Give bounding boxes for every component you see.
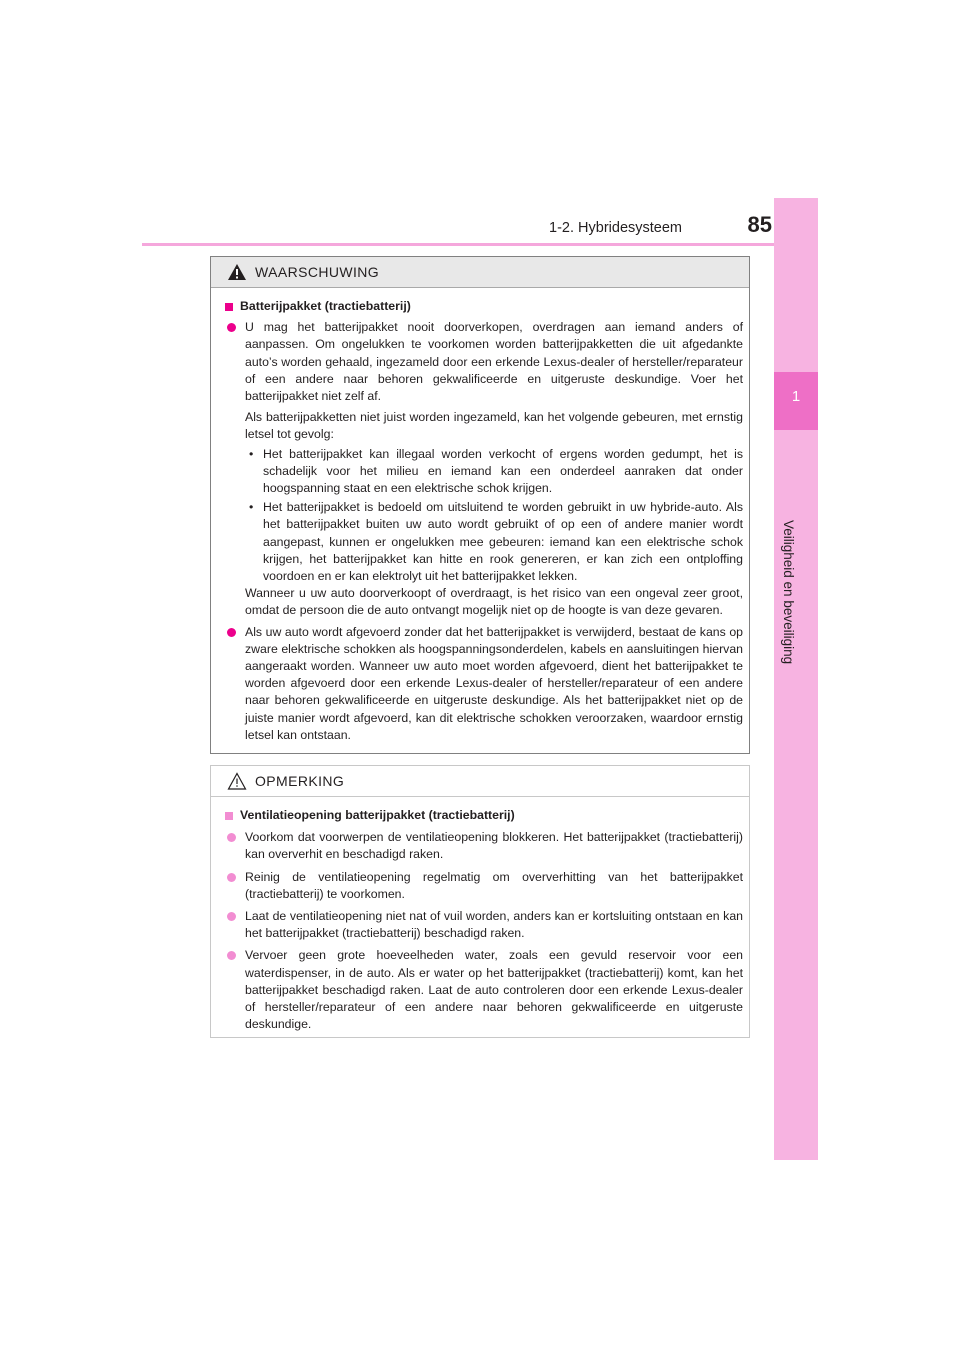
warning-item: [225, 624, 743, 744]
notice-item: [225, 869, 743, 903]
notice-item: [225, 947, 743, 1033]
notice-item-text: Reinig de ventilatieopening regelmatig om oververhitting van het batterijpakket (tractiebatterij) te voorkomen.: [245, 869, 743, 901]
warning-sub-item-text: Het batterijpakket is bedoeld om uitsluitend te worden gebruikt in uw hybride-auto. Als het batterijpakket buiten uw auto wordt gebruikt of op een of andere manier wordt aangepast, kunnen er ongelukken mee gebeuren: iemand kan een elektrische schok krijgen, het batterijpakket kan hitte en rook genereren, er kan zich een ontploffing voordoen en er kan elektrolyt uit het batterijpakket lekken.: [263, 500, 743, 584]
notice-header: [211, 766, 749, 797]
round-bullet-icon: [227, 833, 236, 842]
page-section-title: 1-2. Hybridesysteem: [549, 220, 682, 236]
square-bullet-icon: [225, 812, 233, 820]
warning-section-title: Batterijpakket (tractiebatterij): [240, 299, 411, 313]
warning-body: [211, 288, 749, 744]
notice-item-text: Voorkom dat voorwerpen de ventilatieopening blokkeren. Het batterijpakket (tractiebatterij) kan oververhit en beschadigd raken.: [245, 830, 743, 862]
page-number: 85: [747, 212, 772, 237]
warning-sub-item: [245, 446, 743, 498]
warning-triangle-icon: [227, 263, 247, 281]
sub-bullet-marker: •: [249, 446, 254, 461]
sub-bullet-marker: •: [249, 500, 254, 515]
square-bullet-icon: [225, 303, 233, 311]
header-rule: [142, 243, 818, 246]
warning-item-text: Als uw auto wordt afgevoerd zonder dat het batterijpakket is verwijderd, bestaat de kans op zware elektrische schokken als hoogspanningsonderdelen, kabels en aansluitingen hiervan aangeraakt worden. Wanneer uw auto moet worden afgevoerd, dient het batterijpakket te worden afgevoerd door een erkende Lexus-dealer of hersteller/reparateur of een andere naar behoren gekwalificeerde en uitgeruste deskundige. Als het batterijpakket niet op de juiste manier wordt afgevoerd, kan dit elektrische schokken veroorzaken, waardoor ernstig letsel kan ontstaan.: [245, 624, 743, 742]
round-bullet-icon: [227, 323, 236, 332]
notice-item-text: Laat de ventilatieopening niet nat of vuil worden, anders kan er kortsluiting ontstaan en kan het batterijpakket (tractiebatterij) beschadigd raken.: [245, 909, 743, 941]
round-bullet-icon: [227, 912, 236, 921]
warning-sub-item-text: Het batterijpakket kan illegaal worden verkocht of ergens worden gedumpt, het is schadelijk voor het milieu en iemand kan een onderdeel aanraken dat onder hoogspanning staat en een elektrische schok krijgen.: [263, 446, 743, 496]
round-bullet-icon: [227, 628, 236, 637]
warning-box: [210, 256, 750, 754]
round-bullet-icon: [227, 873, 236, 882]
round-bullet-icon: [227, 951, 236, 960]
warning-item-text: U mag het batterijpakket nooit doorverkopen, overdragen aan iemand anders of aanpassen. Om ongelukken te voorkomen worden batterijpakketten die uit afgedankte auto’s worden gehaald, ingezameld door een erkende Lexus-dealer of hersteller/reparateur of een andere naar behoren gekwalificeerde en uitgeruste deskundige. Voer het batterijpakket niet zelf af.: [245, 320, 743, 404]
notice-item: [225, 829, 743, 863]
notice-section-heading: [225, 807, 743, 824]
notice-title: OPMERKING: [255, 773, 345, 789]
chapter-side-tab: [774, 198, 818, 1160]
caution-triangle-icon: [227, 772, 247, 790]
notice-body: [211, 797, 749, 1033]
warning-item-paragraph: Als batterijpakketten niet juist worden ingezameld, kan het volgende gebeuren, met ernstig letsel tot gevolg:: [245, 410, 743, 442]
notice-section-title: Ventilatieopening batterijpakket (tractiebatterij): [240, 808, 515, 822]
notice-item-text: Vervoer geen grote hoeveelheden water, zoals een gevuld reservoir voor een waterdispenser, in de auto. Als er water op het batterijpakket (tractiebatterij) komt, kan het batterijpakket beschadigd raken. Laat de auto controleren door een erkende Lexus-dealer of hersteller/reparateur of een andere naar behoren gekwalificeerde en uitgeruste deskundige.: [245, 948, 743, 1032]
warning-item: [225, 319, 743, 619]
warning-title: WAARSCHUWING: [255, 264, 380, 280]
warning-section-heading: [225, 298, 743, 315]
warning-sub-item: [245, 499, 743, 585]
warning-header: [211, 257, 749, 288]
notice-box: [210, 765, 750, 1038]
chapter-title: Veiligheid en beveiliging: [781, 520, 796, 665]
warning-item-tail: Wanneer u uw auto doorverkoopt of overdraagt, is het risico van een ongeval zeer groot, omdat de persoon die de auto ontvangt mogelijk niet op de hoogte is van deze gevaren.: [245, 586, 743, 618]
chapter-number: 1: [791, 388, 801, 405]
notice-item: [225, 908, 743, 942]
